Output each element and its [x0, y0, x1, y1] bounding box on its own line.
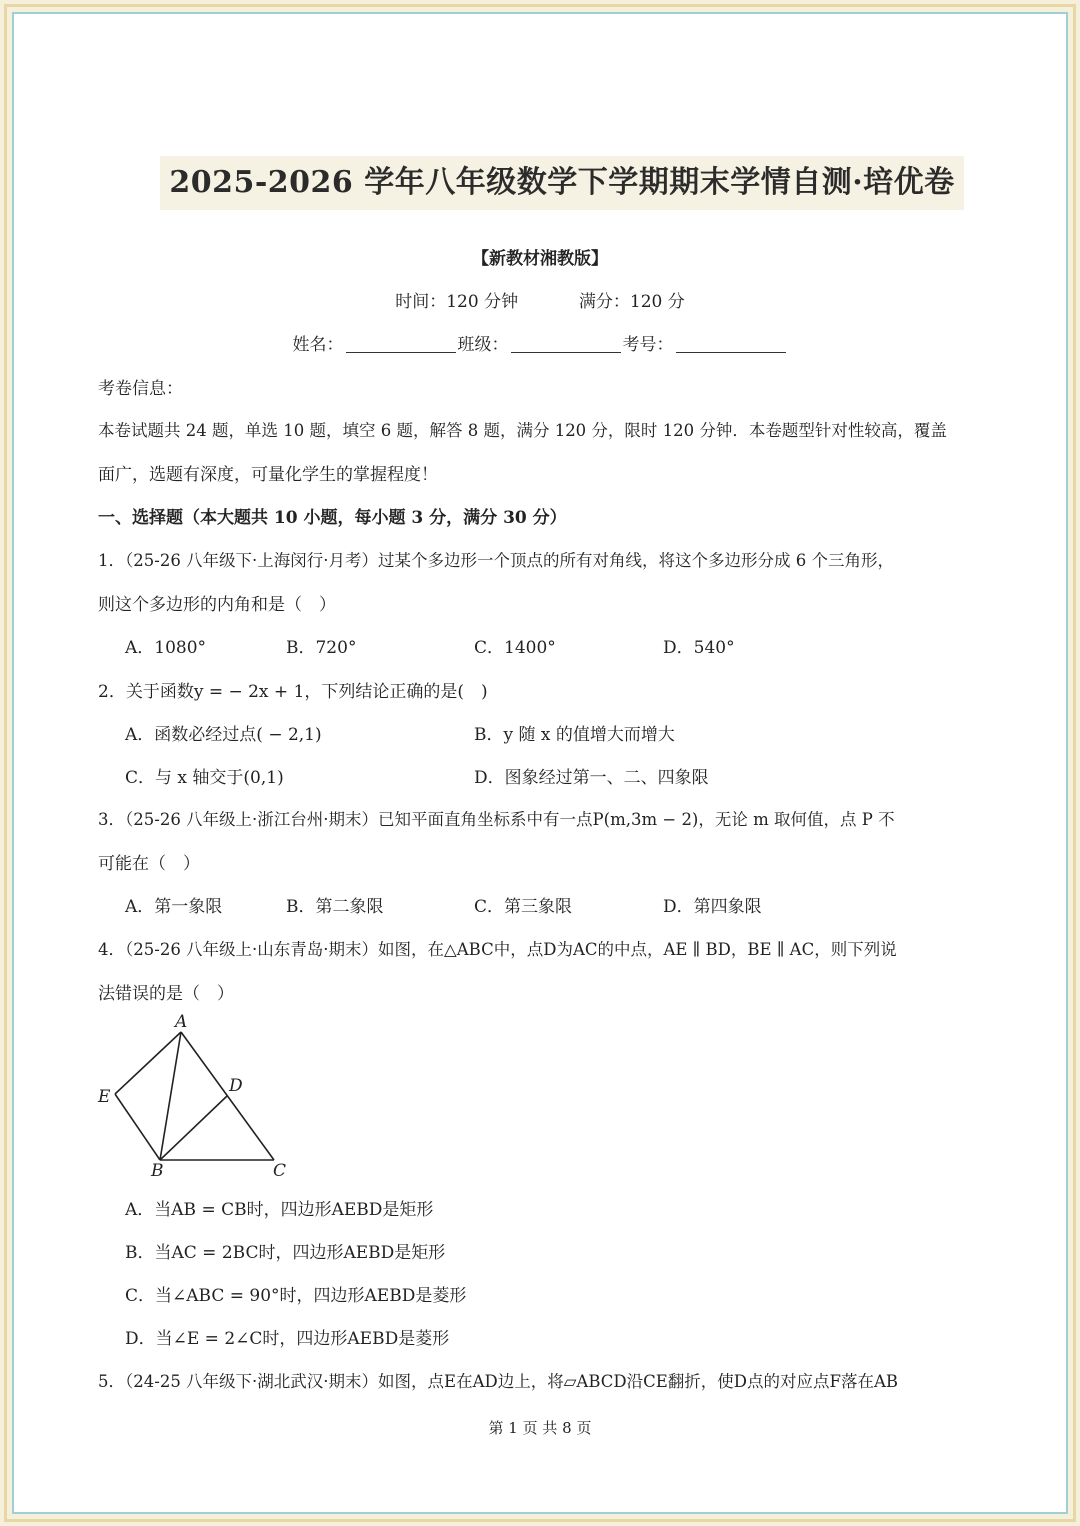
name-blank[interactable] [346, 334, 456, 353]
section-1-heading: 一、选择题（本大题共 10 小题，每小题 3 分，满分 30 分） [98, 508, 567, 528]
edge-ab [160, 1032, 181, 1160]
q2-option-c: C．与 x 轴交于(0,1) [125, 768, 284, 788]
student-info-fields [0, 330, 1080, 355]
class-blank[interactable] [511, 334, 621, 353]
q1-option-c: C．1400° [474, 638, 556, 658]
edge-ac [181, 1032, 274, 1160]
q1-option-d: D．540° [663, 638, 735, 658]
label-b: B [151, 1161, 164, 1181]
time-label: 时间：120 分钟 [395, 292, 519, 312]
q3-option-a: A．第一象限 [125, 897, 223, 917]
page-title: 2025-2026 学年八年级数学下学期期末学情自测·培优卷 [169, 165, 955, 200]
label-c: C [273, 1161, 287, 1181]
q3-option-b: B．第二象限 [286, 897, 384, 917]
title-banner [160, 156, 964, 210]
exam-meta [0, 287, 1080, 312]
edge-eb [115, 1094, 160, 1160]
q3-option-c: C．第三象限 [474, 897, 573, 917]
q4-option-c: C．当∠ABC = 90°时，四边形AEBD是菱形 [125, 1286, 467, 1306]
q4-geometry-figure [90, 1010, 300, 1185]
q1-option-a: A．1080° [125, 638, 207, 658]
q3-line-2: 可能在（ ） [98, 854, 200, 874]
q3-line-1: 3．（25-26 八年级上·浙江台州·期末）已知平面直角坐标系中有一点P(m,3m − 2)，无论 m 取何值，点 P 不 [98, 810, 895, 829]
exam-no-blank[interactable] [676, 334, 786, 353]
label-d: D [229, 1076, 243, 1096]
q4-line-2: 法错误的是（ ） [98, 984, 234, 1004]
q4-option-a: A．当AB = CB时，四边形AEBD是矩形 [125, 1200, 434, 1220]
q2-option-d: D．图象经过第一、二、四象限 [474, 768, 709, 788]
score-label: 满分：120 分 [578, 292, 685, 312]
edge-bd [160, 1096, 227, 1160]
label-e: E [98, 1087, 111, 1107]
name-label: 姓名： [292, 335, 344, 355]
q3-option-d: D．第四象限 [663, 897, 762, 917]
info-heading: 考卷信息： [98, 379, 183, 399]
q2-option-b: B．y 随 x 的值增大而增大 [474, 725, 675, 745]
q4-option-d: D．当∠E = 2∠C时，四边形AEBD是菱形 [125, 1329, 450, 1349]
edition-label: 【新教材湘教版】 [472, 249, 608, 269]
label-a: A [175, 1012, 188, 1032]
q5-line-1: 5．（24-25 八年级下·湖北武汉·期末）如图，点E在AD边上，将▱ABCD沿CE翻折，使D点的对应点F落在AB [98, 1372, 899, 1391]
edge-ae [115, 1032, 181, 1094]
page-footer: 第 1 页 共 8 页 [488, 1419, 592, 1437]
exam-no-label: 考号： [622, 335, 674, 355]
info-line-2: 面广，选题有深度，可量化学生的掌握程度！ [98, 465, 438, 485]
q2-option-a: A．函数必经过点( − 2,1) [125, 725, 322, 745]
q1-line-2: 则这个多边形的内角和是（ ） [98, 595, 336, 615]
q1-option-b: B．720° [286, 638, 357, 658]
class-label: 班级： [457, 335, 509, 355]
q2-line-1: 2．关于函数y = − 2x + 1，下列结论正确的是( ) [98, 682, 488, 702]
q4-option-b: B．当AC = 2BC时，四边形AEBD是矩形 [125, 1243, 446, 1263]
q1-line-1: 1．（25-26 八年级下·上海闵行·月考）过某个多边形一个顶点的所有对角线，将这个多边形分成 6 个三角形， [98, 551, 895, 570]
q4-line-1: 4．（25-26 八年级上·山东青岛·期末）如图，在△ABC中，点D为AC的中点，AE ∥ BD，BE ∥ AC，则下列说 [98, 940, 897, 959]
info-line-1: 本卷试题共 24 题，单选 10 题，填空 6 题，解答 8 题，满分 120 分，限时 120 分钟．本卷题型针对性较高，覆盖 [98, 421, 947, 440]
